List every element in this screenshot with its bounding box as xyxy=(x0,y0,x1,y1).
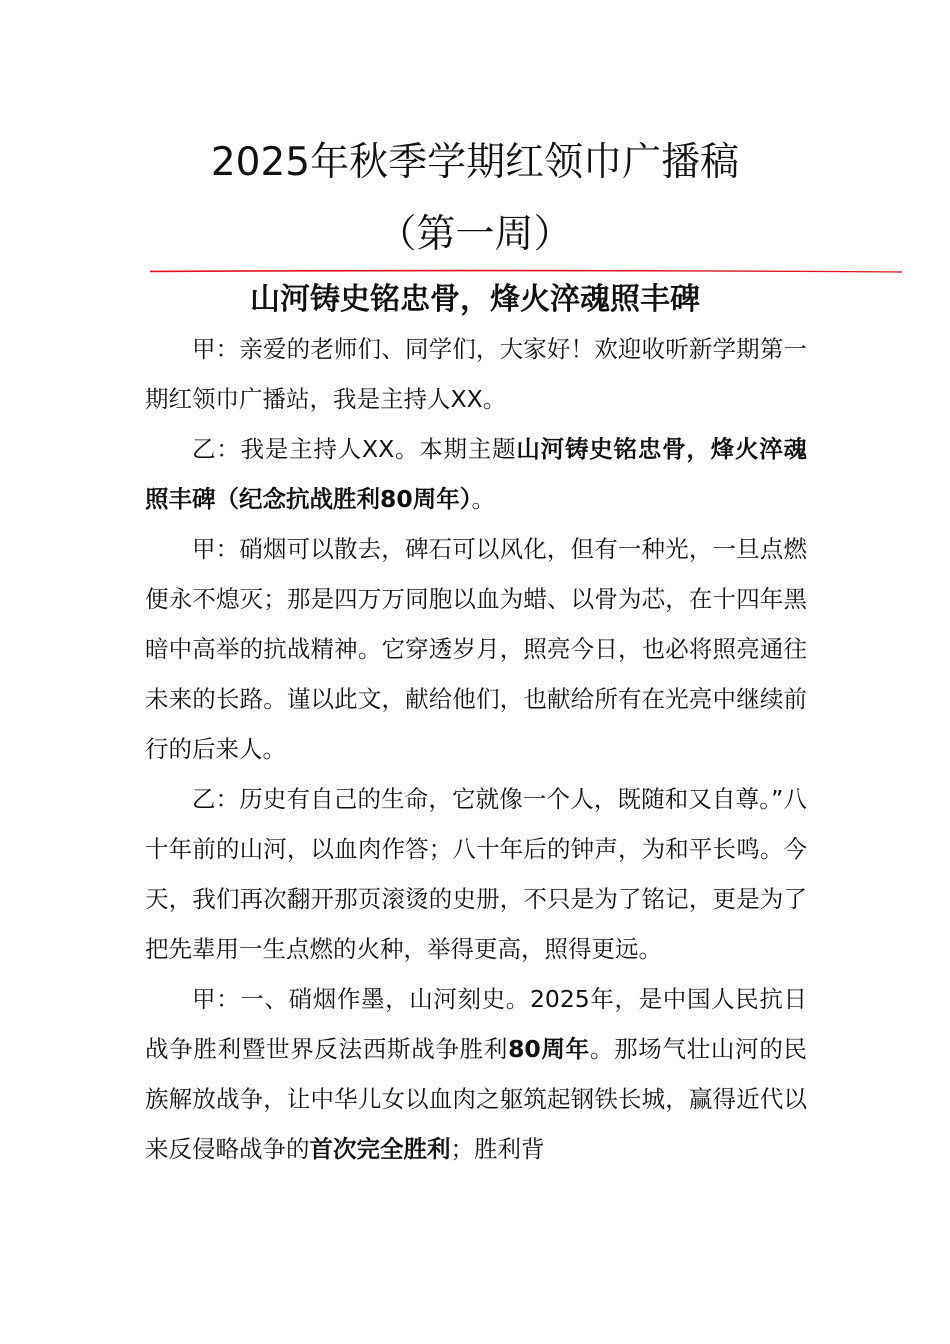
paragraph-2-bold-theme: 山河铸史铭忠骨，烽火淬魂照丰碑（纪念抗战胜利80周年） xyxy=(145,435,808,513)
paragraph-5-bold-victory: 首次完全胜利 xyxy=(309,1135,451,1163)
document-subtitle: 山河铸史铭忠骨，烽火淬魂照丰碑 xyxy=(250,282,700,317)
paragraph-2-text-b: 。 xyxy=(471,485,495,513)
paragraph-3-text: 甲：硝烟可以散去，碑石可以风化，但有一种光，一旦点燃便永不熄灭；那是四万万同胞以血为蜡、以骨为芯，在十四年黑暗中高举的抗战精神。它穿透岁月，照亮今日，也必将照亮通往未来的长路。谨以此文，献给他们，也献给所有在光亮中继续前行的后来人。 xyxy=(145,535,807,763)
document-title: 2025年秋季学期红领巾广播稿 xyxy=(210,140,740,185)
paragraph-1-text: 甲：亲爱的老师们、同学们，大家好！欢迎收听新学期第一期红领巾广播站，我是主持人XX。 xyxy=(145,335,807,413)
paragraph-4 xyxy=(145,774,807,974)
red-divider-line xyxy=(150,268,902,273)
paragraph-5-text-c: ；胜利背 xyxy=(450,1135,545,1163)
document-body xyxy=(145,324,807,1174)
paragraph-2 xyxy=(145,424,807,524)
paragraph-5-bold-anniversary: 80周年 xyxy=(508,1035,590,1063)
document-title-week: （第一周） xyxy=(377,212,573,257)
paragraph-1 xyxy=(145,324,807,424)
paragraph-3 xyxy=(145,524,807,774)
paragraph-5-text-a: 甲：一、硝烟作墨，山河刻史。2025年，是中国人民抗日战争胜利暨世界反法西斯战争胜利 xyxy=(145,985,807,1063)
paragraph-5-text-b: 。那场气壮山河的民族解放战争，让中华儿女以血肉之躯筑起钢铁长城，赢得近代以来反侵略战争的 xyxy=(145,1035,808,1163)
paragraph-4-text: 乙：历史有自己的生命，它就像一个人，既随和又自尊。”八十年前的山河，以血肉作答；八十年后的钟声，为和平长鸣。今天，我们再次翻开那页滚烫的史册，不只是为了铭记，更是为了把先辈用一生点燃的火种，举得更高，照得更远。 xyxy=(145,785,807,963)
paragraph-5 xyxy=(145,974,807,1174)
paragraph-2-text-a: 乙：我是主持人XX。本期主题 xyxy=(192,435,517,463)
